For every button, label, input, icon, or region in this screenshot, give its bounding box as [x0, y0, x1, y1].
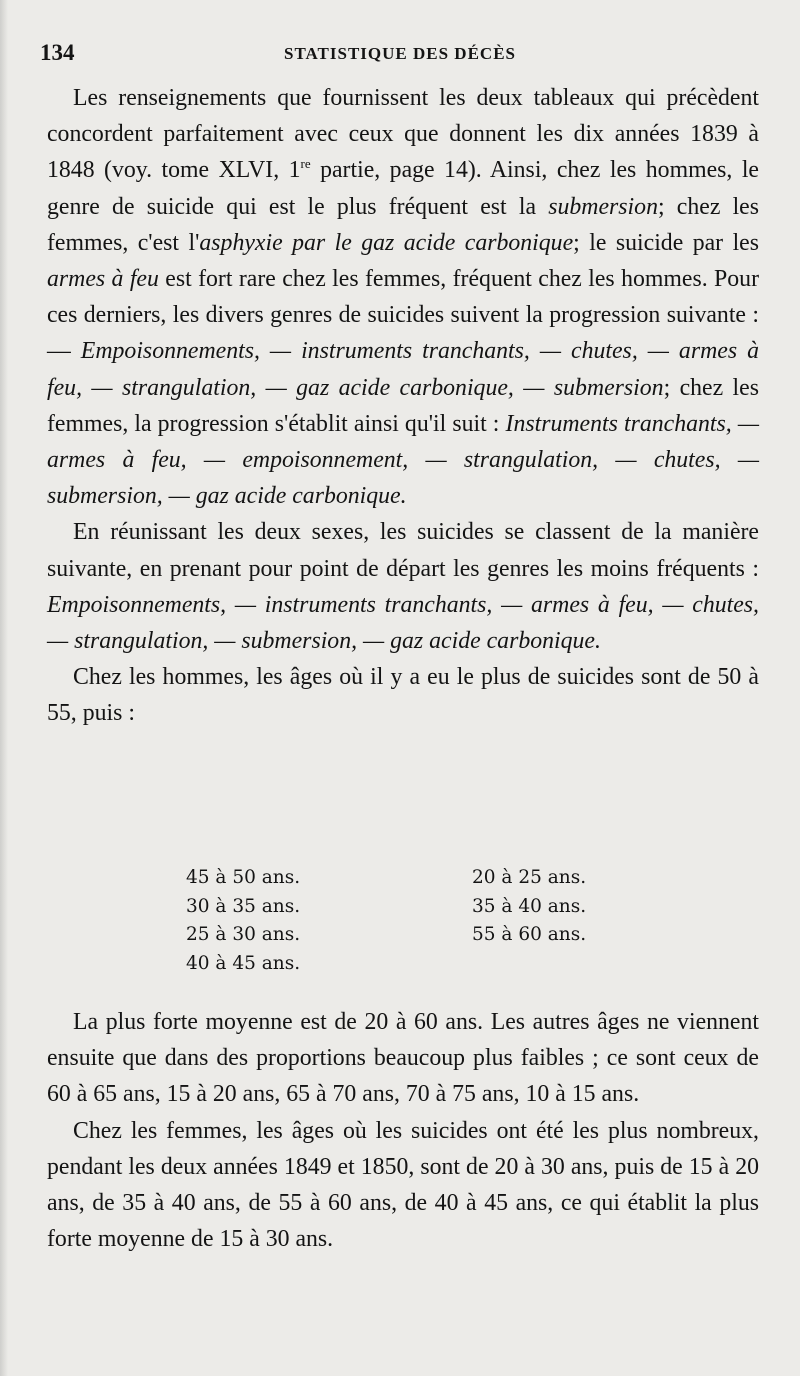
age-entry: 45 à 50 ans.: [186, 867, 301, 888]
age-entry: 55 à 60 ans.: [472, 924, 587, 945]
page-header: [40, 40, 760, 70]
age-list-right-column: [472, 864, 586, 950]
text-run: est fort rare chez les femmes, fréquent chez les hommes. Pour ces derniers, les divers genres de suicides suivent la progression suivante : —: [47, 266, 759, 365]
italic-run: Instruments tranchants, — armes à feu, — empoisonnement, — strangulation, — chutes, — submersion, — gaz acide carbonique.: [47, 410, 759, 510]
superscript: re: [300, 156, 311, 172]
age-entry: 40 à 45 ans.: [186, 952, 301, 974]
text-run: La plus forte moyenne est de 20 à 60 ans. Les autres âges ne viennent ensuite que dans des proportions beaucoup plus faibles ; ce sont ceux de 60 à 65 ans, 15 à 20 ans, 65 à 70 ans, 70 à 75 ans, 10 à 15 ans.: [47, 1009, 759, 1108]
italic-run: armes à feu: [47, 266, 159, 293]
body-text-lower: [47, 1004, 759, 1257]
page-number: 134: [40, 40, 75, 65]
text-run: Les renseignements que fournissent les deux tableaux qui précèdent concordent parfaitement avec ceux que donnent les dix années 1839 à 1848 (voy. tome XLVI, 1: [47, 85, 759, 184]
italic-run: asphyxie par le gaz acide carbonique: [199, 229, 574, 256]
paragraph-3: [47, 659, 759, 731]
age-entry: 30 à 35 ans.: [186, 895, 301, 917]
paragraph-4: [47, 1004, 759, 1113]
paragraph-2: [47, 514, 759, 659]
age-list-left-column: [186, 864, 300, 978]
text-run: ; chez les femmes, la progression s'établit ainsi qu'il suit :: [47, 374, 759, 437]
italic-run: Empoisonnements, — instruments tranchants, — chutes, — armes à feu, — strangulation, — gaz acide carbonique, — submersion: [47, 338, 759, 401]
italic-run: submersion: [548, 193, 658, 220]
age-entry: 20 à 25 ans.: [472, 867, 587, 888]
text-run: ; chez les femmes, c'est l': [47, 193, 760, 256]
age-entry: 25 à 30 ans.: [186, 924, 301, 945]
text-run: Chez les hommes, les âges où il y a eu le plus de suicides sont de 50 à 55, puis :: [47, 664, 759, 727]
italic-run: Empoisonnements, — instruments tranchants, — armes à feu, — chutes, — strangulation, — submersion, — gaz acide carbonique.: [47, 591, 759, 655]
text-run: ; le suicide par les: [573, 229, 759, 256]
paragraph-5: [47, 1113, 759, 1258]
age-list: [186, 864, 656, 980]
body-text-upper: [47, 80, 759, 732]
text-run: Chez les femmes, les âges où les suicides ont été les plus nombreux, pendant les deux années 1849 et 1850, sont de 20 à 30 ans, puis de 15 à 20 ans, de 35 à 40 ans, de 55 à 60 ans, de 40 à 45 ans, ce qui établit la plus forte moyenne de 15 à 30 ans.: [47, 1117, 759, 1253]
paragraph-1: [47, 80, 759, 514]
text-run: En réunissant les deux sexes, les suicides se classent de la manière suivante, en prenant pour point de départ les genres les moins fréquents :: [47, 519, 759, 582]
age-entry: 35 à 40 ans.: [472, 895, 587, 917]
running-title: STATISTIQUE DES DÉCÈS: [283, 44, 516, 63]
text-run: partie, page 14). Ainsi, chez les hommes, le genre de suicide qui est le plus fréquent est la: [47, 157, 759, 220]
